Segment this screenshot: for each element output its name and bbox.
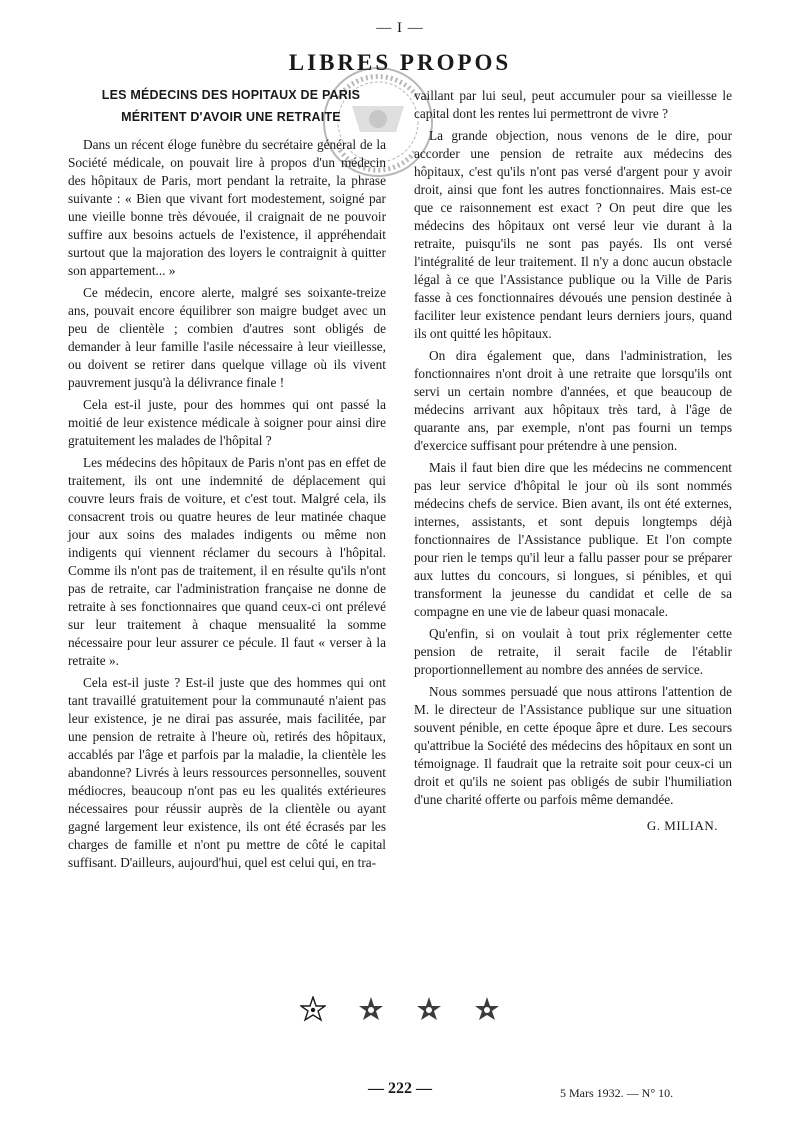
section-title: LIBRES PROPOS [288,50,512,75]
ornament-row [300,996,500,1028]
footer-page-number: — 222 — [368,1080,432,1097]
right-paragraph-1: vaillant par lui seul, peut accumuler pour sa vieillesse le capital dont les rentes lui permettront de vivre ? [414,88,732,121]
author-signature: G. MILIAN. [646,818,718,833]
right-paragraph-5: Qu'enfin, si on voulait à tout prix réglementer cette pension de retraite, il serait facile de l'établir proportionnellement au nombre des années de service. [414,626,732,677]
right-paragraph-2: La grande objection, nous venons de le dire, pour accorder une pension de retraite aux médecins des hôpitaux, c'est qu'ils n'ont pas versé d'argent pour y avoir droit, ainsi que font les autres fonctionnaires. Mais est-ce que ce raisonnement est exact ? On peut dire que les médecins des hôpitaux ont versé leur vie durant à la retraite, puisqu'ils ne sont pas payés. Ils ont versé l'intégralité de leur traitement. Il n'y a donc aucun obstacle légal à ce que l'Assistance publique ou la Ville de Paris fasse à ces fonctionnaires dévoués une pension destinée à faciliter leur existence pendant leurs derniers jours, quand ils ont quitté les hôpitaux. [414,128,732,341]
article-title-line-1: LES MÉDECINS DES HOPITAUX DE PARIS [101,88,361,102]
ornament-star-icon [300,996,326,1022]
right-paragraph-3: On dira également que, dans l'administration, les fonctionnaires n'ont droit à une retraite que lorsqu'ils ont servi un certain nombre d'années, et que beaucoup de médecins arrivant aux hôpitaux très tard, à l'âge de quarante ans, par exemple, n'ont pas fourni un temps d'exercice suffisant pour prétendre à une pension. [414,348,732,453]
left-column [68,136,386,876]
left-paragraph-4: Les médecins des hôpitaux de Paris n'ont pas en effet de traitement, ils ont une indemnité de déplacement qui couvre leurs frais de voiture, et c'est tout. Malgré cela, ils consacrent trois ou quatre heures de leur matinée chaque jour aux soins des malades indigents ou même non indigents qui viennent réclamer du secours à l'hôpital. Comme ils n'ont pas de traitement, il en résulte qu'ils n'ont pas de retraite, car l'administration française ne donne de retraite à ses fonctionnaires que quand ceux-ci ont prélevé sur leur traitement à chaque mensualité la somme nécessaire pour leur assurer ce pécule. Il faut « verser à la retraite ». [68,455,386,668]
ornament-star-icon [474,996,500,1022]
right-column [414,87,732,835]
ornament-star-icon [416,996,442,1022]
article-title-line-2: MÉRITENT D'AVOIR UNE RETRAITE [121,110,341,124]
right-paragraph-4: Mais il faut bien dire que les médecins ne commencent pas leur service d'hôpital le jour où ils sont nommés médecins chefs de service. Bien avant, ils ont été externes, internes, assistants, et sont depuis longtemps déjà fonctionnaires de l'Assistance publique. Et l'on compte pour rien le temps qu'il leur a fallu passer pour se préparer aux luttes du concours, si longues, si pénibles, et qui transforment la jeunesse du candidat et celle de sa compagne en une vie de labeur quasi monacale. [414,460,732,619]
left-paragraph-5: Cela est-il juste ? Est-il juste que des hommes qui ont tant travaillé gratuitement pour la communauté n'aient pas leur existence, je ne dirai pas assurée, mais facilitée, par une pension de retraite à l'heure où, retirés des hôpitaux, accablés par l'âge et parfois par la maladie, la clientèle les abandonne? Livrés à leurs ressources personnelles, souvent médiocres, beaucoup n'ont pas eu les qualités extérieures nécessaires pour réussir auprès de la clientèle ou ayant gagné largement leur existence, ils ont été écrasés par les charges de famille et n'ont pu mettre de côté le capital suffisant. D'ailleurs, aujourd'hui, quel est celui qui, en tra- [68,675,386,870]
right-paragraph-6: Nous sommes persuadé que nous attirons l'attention de M. le directeur de l'Assistance publique sur une situation souvent pénible, en cette époque âpre et dure. Les secours qu'attribue la Société des médecins des hôpitaux en sont un témoignage. Il faudrait que la retraite soit pour ceux-ci un droit et qu'ils ne soient pas obligés de subir l'humiliation d'une charité offerte ou parfois même demandée. [414,684,732,807]
page-number-top: — I — [376,20,424,36]
left-paragraph-3: Cela est-il juste, pour des hommes qui ont passé la moitié de leur existence médicale à soigner pour ainsi dire gratuitement les malades de l'hôpital ? [68,397,386,448]
ornament-star-icon [358,996,384,1022]
left-paragraph-2: Ce médecin, encore alerte, malgré ses soixante-treize ans, pouvait encore équilibrer son maigre budget avec un peu de clientèle ; combien d'autres sont obligés de demander à leur famille l'asile nécessaire à leur vieillesse, ou doivent se retirer dans quelque village où ils vivent pauvrement jusqu'à la délivrance finale ! [68,285,386,390]
left-paragraph-1: Dans un récent éloge funèbre du secrétaire général de la Société médicale, on pouvait lire à propos d'un médecin des hôpitaux de Paris, mort pendant la retraite, la phrase suivante : « Bien que vivant fort modestement, soigné par une vieille bonne très dévouée, il craignait de ne pouvoir suffire aux besoins actuels de l'existence, il appréhendait surtout que la majoration des loyers le contraignit à quitter son appartement... » [68,137,386,278]
footer-date-issue: 5 Mars 1932. — N° 10. [560,1086,674,1100]
